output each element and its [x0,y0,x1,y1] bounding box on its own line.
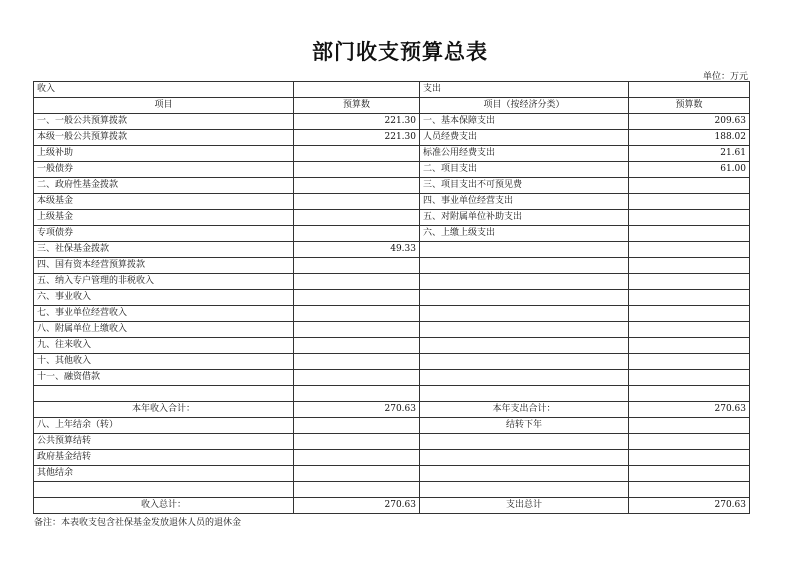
expense-amount-cell [629,450,750,466]
table-row [34,258,750,274]
income-item-cell: 八、附属单位上缴收入 [34,322,294,338]
income-amount-cell [294,146,420,162]
income-amount-cell: 49.33 [294,242,420,258]
expense-amount-cell [629,258,750,274]
expense-amount-cell [629,482,750,498]
expense-amount-cell [629,386,750,402]
income-amount-cell [294,306,420,322]
expense-item-cell [420,290,629,306]
income-item-cell: 六、事业收入 [34,290,294,306]
expense-item-cell [420,354,629,370]
table-row [34,146,750,162]
expense-amount-cell [629,370,750,386]
income-amount-cell [294,354,420,370]
income-item-cell: 一、一般公共预算拨款 [34,114,294,130]
income-amount-cell [294,226,420,242]
income-item-cell: 专项债券 [34,226,294,242]
expense-item-cell [420,450,629,466]
income-item-cell [34,386,294,402]
income-amount-cell [294,370,420,386]
table-row [34,482,750,498]
income-amount-cell [294,194,420,210]
section-header-row [34,82,750,98]
expense-amount-cell: 270.63 [629,498,750,514]
income-item-cell: 其他结余 [34,466,294,482]
expense-amount-cell [629,242,750,258]
table-row [34,226,750,242]
income-item-cell: 八、上年结余（转） [34,418,294,434]
expense-item-cell: 本年支出合计： [420,402,629,418]
table-row [34,450,750,466]
income-amount-cell [294,466,420,482]
income-amount-cell: 270.63 [294,402,420,418]
expense-item-cell [420,338,629,354]
expense-item-cell: 支出总计 [420,498,629,514]
expense-amount-cell [629,178,750,194]
expense-item-cell [420,258,629,274]
table-row [34,290,750,306]
table-row [34,274,750,290]
expense-item-cell: 五、对附属单位补助支出 [420,210,629,226]
expense-item-cell: 三、项目支出不可预见费 [420,178,629,194]
expense-amount-cell: 61.00 [629,162,750,178]
expense-amount-cell [629,322,750,338]
expense-item-cell [420,370,629,386]
income-amount-cell [294,274,420,290]
income-item-cell: 七、事业单位经营收入 [34,306,294,322]
income-item-cell: 一般债券 [34,162,294,178]
expense-item-cell [420,466,629,482]
income-item-cell: 本级一般公共预算拨款 [34,130,294,146]
income-item-cell: 上级补助 [34,146,294,162]
income-amount-cell [294,210,420,226]
table-row [34,498,750,514]
income-item-cell [34,482,294,498]
income-amount-cell [294,258,420,274]
table-row [34,402,750,418]
table-row [34,418,750,434]
expense-item-cell: 人员经费支出 [420,130,629,146]
page-title: 部门收支预算总表 [312,39,488,64]
expense-item-cell: 二、项目支出 [420,162,629,178]
expense-amount-cell [629,226,750,242]
table-row [34,338,750,354]
expense-item-cell: 结转下年 [420,418,629,434]
expense-section-label: 支出 [420,82,629,98]
income-item-cell: 二、政府性基金拨款 [34,178,294,194]
expense-amount-cell [629,418,750,434]
income-amount-cell [294,386,420,402]
income-item-cell: 收入总计： [34,498,294,514]
income-amount-header: 预算数 [294,98,420,114]
unit-label: 单位：万元 [702,72,748,82]
expense-item-cell [420,242,629,258]
expense-amount-cell [629,306,750,322]
budget-table-body [34,82,750,514]
income-amount-cell: 221.30 [294,130,420,146]
budget-table [33,81,750,514]
table-row [34,386,750,402]
expense-amount-cell: 21.61 [629,146,750,162]
income-amount-cell [294,290,420,306]
income-item-cell: 九、往来收入 [34,338,294,354]
income-amount-cell [294,434,420,450]
income-item-cell: 本年收入合计： [34,402,294,418]
expense-amount-cell [629,194,750,210]
footnote: 备注：本表收支包含社保基金发放退休人员的退休金 [34,518,242,528]
table-row [34,178,750,194]
income-amount-cell [294,450,420,466]
expense-item-cell: 六、上缴上级支出 [420,226,629,242]
expense-amount-cell [629,290,750,306]
table-row [34,114,750,130]
table-row [34,242,750,258]
expense-item-cell [420,306,629,322]
table-row [34,434,750,450]
table-row [34,162,750,178]
expense-item-cell [420,386,629,402]
table-row [34,306,750,322]
income-amount-cell [294,322,420,338]
income-amount-cell [294,338,420,354]
income-item-cell: 本级基金 [34,194,294,210]
expense-amount-cell [629,274,750,290]
income-amount-cell [294,162,420,178]
table-row [34,370,750,386]
table-row [34,322,750,338]
expense-amount-cell: 188.02 [629,130,750,146]
expense-amount-cell: 270.63 [629,402,750,418]
expense-item-cell: 标准公用经费支出 [420,146,629,162]
table-row [34,130,750,146]
expense-item-cell [420,322,629,338]
expense-item-header: 项目（按经济分类） [420,98,629,114]
expense-item-cell [420,274,629,290]
income-item-cell: 政府基金结转 [34,450,294,466]
expense-item-cell: 四、事业单位经营支出 [420,194,629,210]
income-amount-cell [294,178,420,194]
table-row [34,466,750,482]
table-row [34,210,750,226]
expense-amount-cell [629,338,750,354]
income-amount-cell: 270.63 [294,498,420,514]
column-header-row [34,98,750,114]
income-item-header: 项目 [34,98,294,114]
income-item-cell: 三、社保基金拨款 [34,242,294,258]
expense-amount-header: 预算数 [629,98,750,114]
income-item-cell: 五、纳入专户管理的非税收入 [34,274,294,290]
expense-item-cell [420,434,629,450]
expense-amount-cell [629,354,750,370]
table-row [34,354,750,370]
expense-item-cell [420,482,629,498]
expense-amount-cell [629,466,750,482]
expense-amount-cell: 209.63 [629,114,750,130]
income-amount-cell [294,482,420,498]
income-item-cell: 十、其他收入 [34,354,294,370]
expense-amount-cell [629,434,750,450]
income-item-cell: 十一、融资借款 [34,370,294,386]
table-row [34,194,750,210]
expense-item-cell: 一、基本保障支出 [420,114,629,130]
expense-amount-cell [629,210,750,226]
income-item-cell: 上级基金 [34,210,294,226]
income-item-cell: 四、国有资本经营预算拨款 [34,258,294,274]
income-item-cell: 公共预算结转 [34,434,294,450]
income-amount-cell: 221.30 [294,114,420,130]
income-section-label: 收入 [34,82,294,98]
income-amount-cell [294,418,420,434]
